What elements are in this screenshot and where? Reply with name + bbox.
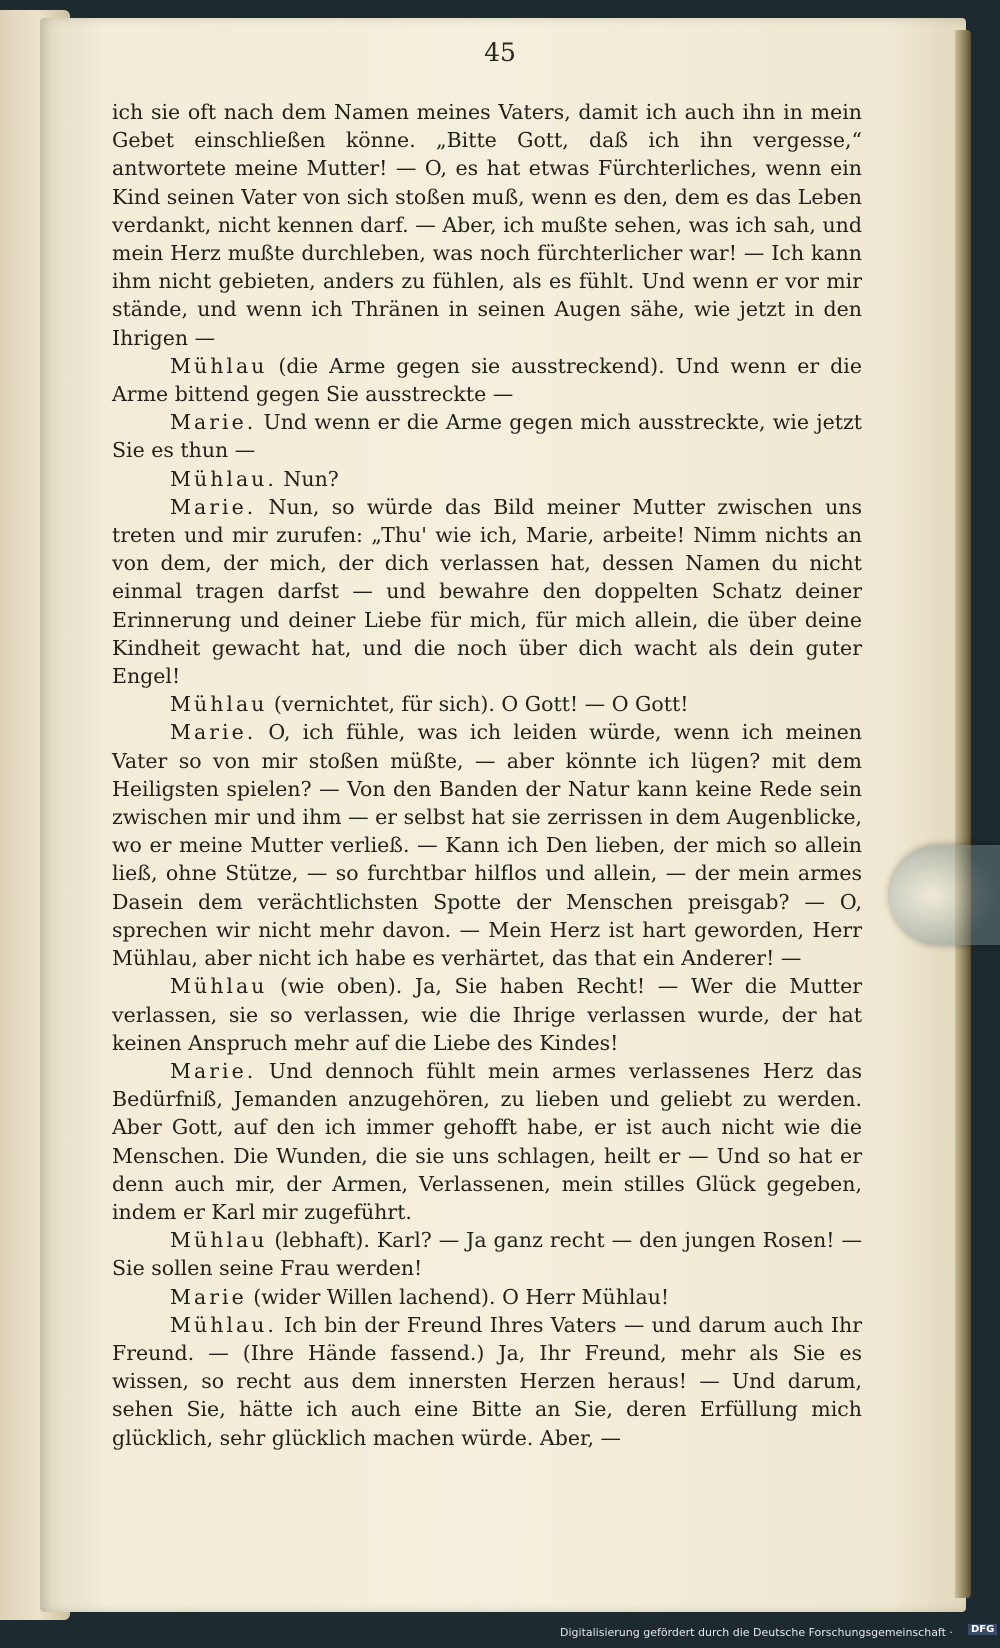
- speaker-name: Mühlau: [170, 1228, 268, 1253]
- speech-text: Ich bin der Freund Ihres Vaters — und darum auch Ihr Freund. — (Ihre Hände fassend.) Ja, Ihr Freund, mehr als Sie es wissen, so recht aus dem innersten Herzen heraus! — Und darum, sehen Sie, hätte ich auch eine Bitte an Sie, deren Erfüllung mich glücklich, sehr glücklich machen würde. Aber, —: [112, 1312, 862, 1450]
- speaker-name: Marie: [170, 1284, 247, 1309]
- speaker-name: Marie.: [170, 494, 257, 519]
- page-clip: [890, 845, 1000, 945]
- stage-direction: (wie oben).: [267, 974, 403, 999]
- paragraph: [112, 690, 862, 718]
- paragraph: [112, 972, 862, 1057]
- page-number: 45: [484, 38, 516, 67]
- stage-direction: (die Arme gegen sie ausstreckend).: [267, 353, 665, 378]
- paragraph: [112, 352, 862, 408]
- speaker-name: Marie.: [170, 720, 257, 745]
- paragraph: [112, 1311, 862, 1452]
- speech-text: Ja, Sie haben Recht! — Wer die Mutter verlassen, sie so verlassen, wie die Ihrige verlassen wurde, der hat keinen Anspruch mehr auf die Liebe des Kindes!: [112, 974, 862, 1055]
- dfg-logo: DFG: [968, 1624, 997, 1635]
- digitization-credit: Digitalisierung gefördert durch die Deutsche Forschungsgemeinschaft ·: [560, 1626, 953, 1639]
- paragraph: [112, 493, 862, 690]
- stage-direction: (vernichtet, für sich).: [267, 692, 495, 717]
- speech-text: O, ich fühle, was ich leiden würde, wenn ich meinen Vater so von mir stoßen müßte, — aber könnte ich lügen? mit dem Heiligsten spielen? — Von den Banden der Natur kann keine Rede sein zwischen mir und ihm — er selbst hat sie zerrissen in dem Augenblicke, wo er meine Mutter verließ. — Kann ich Den lieben, der mich so allein ließ, ohne Stütze, — so furchtbar hilflos und allein, — der mein armes Dasein dem verächtlichsten Spotte der Menschen preisgab? — O, sprechen wir nicht mehr davon. — Mein Herz ist hart geworden, Herr Mühlau, aber nicht ich habe es verhärtet, das that ein Anderer! —: [112, 720, 862, 971]
- paragraph: [112, 1226, 862, 1282]
- paragraph: [112, 98, 862, 352]
- speech-text: Nun?: [276, 466, 339, 491]
- speech-text: Und wenn er die Arme bittend gegen Sie ausstreckte —: [112, 353, 862, 407]
- page-stack-edge: [955, 30, 971, 1598]
- speech-text: O Gott! — O Gott!: [494, 692, 689, 717]
- speaker-name: Marie.: [170, 1058, 257, 1083]
- speech-text: Und dennoch fühlt mein armes verlassenes Herz das Bedürfniß, Jemanden anzugehören, zu lieben und geliebt zu werden. Aber Gott, auf den ich immer gehofft habe, er ist auch nicht wie die Menschen. Die Wunden, die sie uns schlagen, heilt er — Und so hat er denn auch mir, der Armen, Verlassenen, mein stilles Glück gegeben, indem er Karl mir zugeführt.: [112, 1058, 862, 1224]
- speaker-name: Mühlau: [170, 974, 268, 999]
- speech-text: ich sie oft nach dem Namen meines Vaters, damit ich auch ihn in mein Gebet einschließen könne. „Bitte Gott, daß ich ihn vergesse,“ antwortete meine Mutter! — O, es hat etwas Fürchterliches, wenn ein Kind seinen Vater von sich stoßen muß, wenn es den, dem es das Leben verdankt, nicht kennen darf. — Aber, ich mußte sehen, was ich sah, und mein Herz mußte durchleben, was noch fürchterlicher war! — Ich kann ihm nicht gebieten, anders zu fühlen, als es fühlt. Und wenn er vor mir stände, und wenn ich Thränen in seinen Augen sähe, wie jetzt in den Ihrigen —: [112, 100, 862, 350]
- speaker-name: Mühlau.: [170, 1312, 277, 1337]
- paragraph: [112, 1057, 862, 1226]
- stage-direction: (lebhaft).: [267, 1228, 370, 1253]
- paragraph: [112, 1283, 862, 1311]
- paragraph: [112, 465, 862, 493]
- speech-text: Karl? — Ja ganz recht — den jungen Rosen! — Sie sollen seine Frau werden!: [112, 1228, 862, 1281]
- speech-text: Nun, so würde das Bild meiner Mutter zwischen uns treten und mir zurufen: „Thu' wie ich, Marie, arbeite! Nimm nichts an von dem, der mich, der dich verlassen hat, dessen Namen du nicht einmal tragen darfst — und bewahre den doppelten Schatz deiner Erinnerung und deiner Liebe für mich, für mich allein, die über deine Kindheit gewacht hat, und die noch über dich wacht als dein guter Engel!: [112, 494, 862, 689]
- speaker-name: Mühlau: [170, 353, 268, 378]
- paragraph: [112, 718, 862, 972]
- main-text: [112, 98, 862, 1452]
- paragraph: [112, 408, 862, 464]
- speech-text: Und wenn er die Arme gegen mich ausstreckte, wie jetzt Sie es thun —: [112, 410, 862, 463]
- stage-direction: (wider Willen lachend).: [246, 1284, 496, 1309]
- speech-text: O Herr Mühlau!: [495, 1284, 670, 1309]
- speaker-name: Mühlau.: [170, 466, 277, 491]
- speaker-name: Marie.: [170, 410, 257, 435]
- speaker-name: Mühlau: [170, 692, 268, 717]
